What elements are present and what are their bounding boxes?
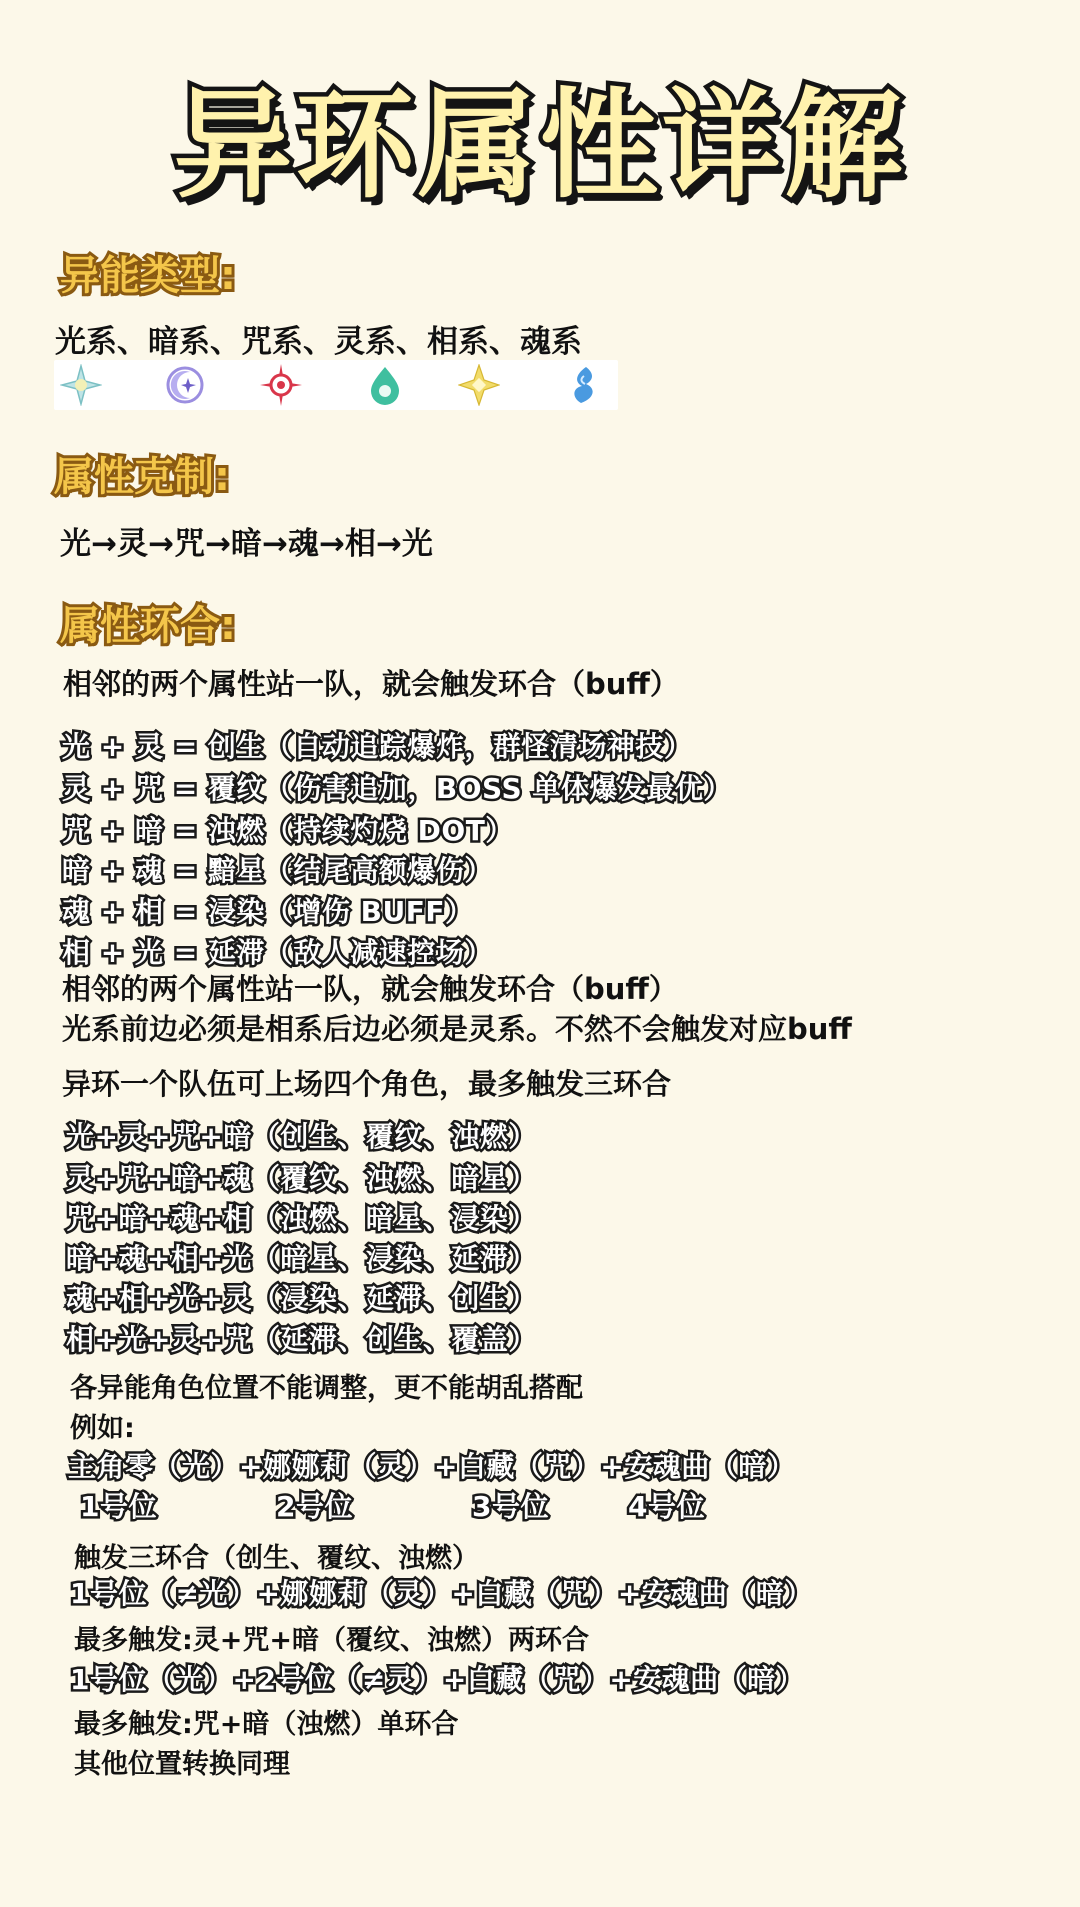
types-line: 光系、暗系、咒系、灵系、相系、魂系	[55, 324, 582, 360]
page-title: 异环属性详解	[173, 76, 906, 214]
slot-label-3: 3号位	[472, 1490, 549, 1523]
example-team: 主角零（光）+娜娜莉（灵）+白藏（咒）+安魂曲（暗）	[68, 1450, 796, 1483]
slot-label-4: 4号位	[628, 1490, 705, 1523]
pair-line: 咒 + 暗 = 浊燃（持续灼烧 DOT）	[62, 814, 514, 847]
team-rule: 异环一个队伍可上场四个角色，最多触发三环合	[62, 1067, 672, 1101]
position-rule: 各异能角色位置不能调整，更不能胡乱搭配	[70, 1373, 583, 1404]
case-2: 1号位（光）+2号位（≠灵）+白藏（咒）+安魂曲（暗）	[70, 1663, 805, 1696]
light-element-icon	[60, 364, 102, 406]
case-1-result: 最多触发:灵+咒+暗（覆纹、浊燃）两环合	[74, 1625, 590, 1656]
combo-line: 灵+咒+暗+魂（覆纹、浊燃、暗星）	[66, 1162, 537, 1195]
combo-line: 相+光+灵+咒（延滞、创生、覆盖）	[66, 1323, 537, 1356]
closing-note: 其他位置转换同理	[74, 1749, 290, 1780]
pair-line: 光 + 灵 = 创生（自动追踪爆炸，群怪清场神技）	[62, 730, 693, 763]
curse-element-icon	[260, 364, 302, 406]
soul-element-icon	[562, 364, 604, 406]
combo-line: 咒+暗+魂+相（浊燃、暗星、浸染）	[66, 1202, 537, 1235]
pair-line: 相 + 光 = 延滞（敌人减速控场）	[62, 936, 493, 969]
section-heading-counter: 属性克制:	[54, 454, 230, 500]
spirit-element-icon	[364, 364, 406, 406]
ring-note-1: 相邻的两个属性站一队，就会触发环合（buff）	[62, 972, 678, 1006]
trigger-three: 触发三环合（创生、覆纹、浊燃）	[74, 1543, 479, 1574]
pair-line: 暗 + 魂 = 黯星（结尾高额爆伤）	[62, 854, 493, 887]
example-label: 例如:	[70, 1413, 135, 1444]
section-heading-types: 异能类型:	[60, 253, 236, 299]
combo-line: 暗+魂+相+光（暗星、浸染、延滞）	[66, 1242, 537, 1275]
pair-line: 魂 + 相 = 浸染（增伤 BUFF）	[62, 895, 474, 928]
combo-line: 光+灵+咒+暗（创生、覆纹、浊燃）	[66, 1120, 537, 1153]
section-heading-ring: 属性环合:	[60, 603, 236, 649]
slot-label-1: 1号位	[80, 1490, 157, 1523]
counter-chain: 光→灵→咒→暗→魂→相→光	[60, 526, 433, 562]
combo-line: 魂+相+光+灵（浸染、延滞、创生）	[66, 1282, 537, 1315]
case-1: 1号位（≠光）+娜娜莉（灵）+白藏（咒）+安魂曲（暗）	[70, 1577, 813, 1610]
slot-label-2: 2号位	[276, 1490, 353, 1523]
ring-intro: 相邻的两个属性站一队，就会触发环合（buff）	[63, 667, 679, 701]
case-2-result: 最多触发:咒+暗（浊燃）单环合	[74, 1709, 459, 1740]
element-icon-strip	[54, 360, 618, 410]
pair-line: 灵 + 咒 = 覆纹（伤害追加，BOSS 单体爆发最优）	[62, 772, 732, 805]
dark-element-icon	[164, 364, 206, 406]
phase-element-icon	[458, 364, 500, 406]
ring-note-2: 光系前边必须是相系后边必须是灵系。不然不会触发对应buff	[62, 1012, 852, 1046]
